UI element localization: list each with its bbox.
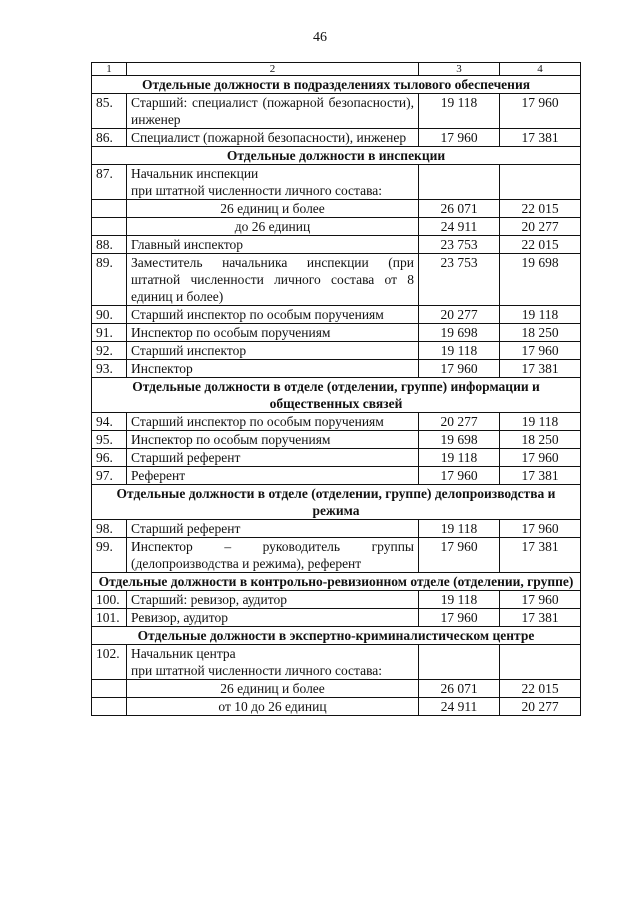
section-header-row xyxy=(92,485,581,520)
salary-col-3: 19 698 xyxy=(419,431,500,449)
salary-table xyxy=(91,62,581,716)
position-title xyxy=(127,324,419,342)
salary-col-4: 17 960 xyxy=(500,94,581,129)
salary-col-3: 17 960 xyxy=(419,129,500,147)
item-number xyxy=(92,680,127,698)
salary-col-4: 17 381 xyxy=(500,538,581,573)
table-subrow xyxy=(92,680,581,698)
position-text: Референт xyxy=(131,468,186,483)
position-title xyxy=(127,236,419,254)
position-title xyxy=(127,698,419,716)
section-header-row xyxy=(92,378,581,413)
item-number: 97. xyxy=(92,467,127,485)
position-text: Старший референт xyxy=(131,521,241,536)
page-number: 46 xyxy=(313,30,327,45)
position-title xyxy=(127,129,419,147)
table-row xyxy=(92,645,581,680)
position-title xyxy=(127,609,419,627)
position-text: Заместитель начальника инспекции (при штатной численности личного состава от 8 единиц и более) xyxy=(131,255,414,304)
item-number: 90. xyxy=(92,306,127,324)
position-subtext: при штатной численности личного состава: xyxy=(131,663,383,678)
section-title: Отдельные должности в отделе (отделении, группе) делопроизводства и режима xyxy=(92,485,581,520)
salary-col-4: 22 015 xyxy=(500,236,581,254)
salary-col-3: 19 118 xyxy=(419,342,500,360)
position-text: до 26 единиц xyxy=(234,219,311,234)
position-text: Инспектор по особым поручениям xyxy=(131,325,331,340)
position-text: Старший: специалист (пожарной безопасности), инженер xyxy=(131,95,414,127)
position-title xyxy=(127,449,419,467)
table-row xyxy=(92,360,581,378)
table-subrow xyxy=(92,200,581,218)
position-title xyxy=(127,360,419,378)
salary-col-4: 17 960 xyxy=(500,342,581,360)
salary-col-3: 23 753 xyxy=(419,236,500,254)
salary-col-3: 26 071 xyxy=(419,680,500,698)
section-header-row xyxy=(92,573,581,591)
item-number: 99. xyxy=(92,538,127,573)
position-text: Старший инспектор по особым поручениям xyxy=(131,414,384,429)
table-row xyxy=(92,413,581,431)
table-row xyxy=(92,94,581,129)
table-row xyxy=(92,431,581,449)
position-title xyxy=(127,467,419,485)
position-title xyxy=(127,680,419,698)
salary-col-4: 17 381 xyxy=(500,467,581,485)
position-text: Инспектор по особым поручениям xyxy=(131,432,331,447)
salary-col-3: 24 911 xyxy=(419,698,500,716)
item-number: 88. xyxy=(92,236,127,254)
table-row xyxy=(92,609,581,627)
section-title: Отдельные должности в отделе (отделении, группе) информации и общественных связей xyxy=(92,378,581,413)
salary-col-3: 17 960 xyxy=(419,609,500,627)
table-row xyxy=(92,342,581,360)
table-row xyxy=(92,449,581,467)
salary-col-4: 17 960 xyxy=(500,520,581,538)
position-text: Старший референт xyxy=(131,450,241,465)
position-title xyxy=(127,254,419,306)
salary-col-4 xyxy=(500,165,581,200)
salary-col-3: 19 118 xyxy=(419,94,500,129)
table-subrow xyxy=(92,698,581,716)
salary-col-3: 26 071 xyxy=(419,200,500,218)
salary-col-4: 20 277 xyxy=(500,698,581,716)
position-text: Начальник инспекции xyxy=(131,166,259,181)
item-number xyxy=(92,200,127,218)
position-title xyxy=(127,218,419,236)
salary-col-4: 18 250 xyxy=(500,431,581,449)
table-row xyxy=(92,129,581,147)
salary-col-3: 17 960 xyxy=(419,360,500,378)
section-title: Отдельные должности в подразделениях тылового обеспечения xyxy=(92,76,581,94)
position-title xyxy=(127,306,419,324)
table-row xyxy=(92,254,581,306)
position-text: Инспектор xyxy=(131,361,193,376)
salary-col-4: 20 277 xyxy=(500,218,581,236)
position-text: Инспектор – руководитель группы (делопроизводства и режима), референт xyxy=(131,539,414,571)
section-title: Отдельные должности в экспертно-криминалистическом центре xyxy=(92,627,581,645)
column-number-row xyxy=(92,63,581,76)
position-title xyxy=(127,538,419,573)
item-number: 101. xyxy=(92,609,127,627)
position-title xyxy=(127,520,419,538)
salary-col-3: 20 277 xyxy=(419,413,500,431)
position-title xyxy=(127,342,419,360)
item-number xyxy=(92,218,127,236)
position-subtext: при штатной численности личного состава: xyxy=(131,183,383,198)
salary-col-4: 17 381 xyxy=(500,129,581,147)
item-number: 87. xyxy=(92,165,127,200)
salary-col-4: 17 960 xyxy=(500,591,581,609)
position-text: Старший инспектор xyxy=(131,343,247,358)
table-body xyxy=(92,63,581,716)
item-number: 86. xyxy=(92,129,127,147)
col-1-header: 1 xyxy=(92,63,127,76)
salary-col-3: 19 118 xyxy=(419,520,500,538)
position-title xyxy=(127,645,419,680)
position-text: Специалист (пожарной безопасности), инженер xyxy=(131,130,407,145)
salary-col-4: 19 118 xyxy=(500,413,581,431)
table-row xyxy=(92,236,581,254)
position-text: 26 единиц и более xyxy=(220,681,325,696)
salary-col-4: 22 015 xyxy=(500,200,581,218)
item-number: 93. xyxy=(92,360,127,378)
salary-col-3: 19 118 xyxy=(419,591,500,609)
item-number: 96. xyxy=(92,449,127,467)
position-text: Старший инспектор по особым поручениям xyxy=(131,307,384,322)
position-title xyxy=(127,165,419,200)
salary-col-3: 17 960 xyxy=(419,538,500,573)
salary-col-3: 24 911 xyxy=(419,218,500,236)
table-row xyxy=(92,306,581,324)
section-header-row xyxy=(92,76,581,94)
salary-col-3: 23 753 xyxy=(419,254,500,306)
position-text: Главный инспектор xyxy=(131,237,244,252)
salary-col-3: 19 698 xyxy=(419,324,500,342)
table-row xyxy=(92,324,581,342)
position-title xyxy=(127,431,419,449)
salary-col-4: 18 250 xyxy=(500,324,581,342)
item-number: 95. xyxy=(92,431,127,449)
item-number: 85. xyxy=(92,94,127,129)
section-header-row xyxy=(92,147,581,165)
position-text: Старший: ревизор, аудитор xyxy=(131,592,287,607)
salary-col-4: 22 015 xyxy=(500,680,581,698)
table-row xyxy=(92,165,581,200)
col-2-header: 2 xyxy=(127,63,419,76)
table-row xyxy=(92,467,581,485)
salary-col-4: 19 118 xyxy=(500,306,581,324)
salary-col-4: 17 960 xyxy=(500,449,581,467)
salary-col-4: 17 381 xyxy=(500,609,581,627)
position-text: Начальник центра xyxy=(131,646,236,661)
item-number: 92. xyxy=(92,342,127,360)
item-number: 98. xyxy=(92,520,127,538)
salary-col-4: 19 698 xyxy=(500,254,581,306)
salary-col-4: 17 381 xyxy=(500,360,581,378)
table-row xyxy=(92,538,581,573)
position-title xyxy=(127,94,419,129)
section-header-row xyxy=(92,627,581,645)
position-text: 26 единиц и более xyxy=(220,201,325,216)
position-title xyxy=(127,413,419,431)
section-title: Отдельные должности в контрольно-ревизионном отделе (отделении, группе) xyxy=(92,573,581,591)
salary-col-3: 20 277 xyxy=(419,306,500,324)
item-number: 89. xyxy=(92,254,127,306)
item-number: 102. xyxy=(92,645,127,680)
col-3-header: 3 xyxy=(419,63,500,76)
position-title xyxy=(127,591,419,609)
item-number: 94. xyxy=(92,413,127,431)
salary-col-3 xyxy=(419,645,500,680)
salary-col-4 xyxy=(500,645,581,680)
item-number xyxy=(92,698,127,716)
position-title xyxy=(127,200,419,218)
item-number: 91. xyxy=(92,324,127,342)
salary-col-3: 17 960 xyxy=(419,467,500,485)
col-4-header: 4 xyxy=(500,63,581,76)
section-title: Отдельные должности в инспекции xyxy=(92,147,581,165)
table-row xyxy=(92,520,581,538)
position-text: Ревизор, аудитор xyxy=(131,610,228,625)
item-number: 100. xyxy=(92,591,127,609)
salary-col-3 xyxy=(419,165,500,200)
position-text: от 10 до 26 единиц xyxy=(218,699,327,714)
table-subrow xyxy=(92,218,581,236)
salary-col-3: 19 118 xyxy=(419,449,500,467)
table-row xyxy=(92,591,581,609)
